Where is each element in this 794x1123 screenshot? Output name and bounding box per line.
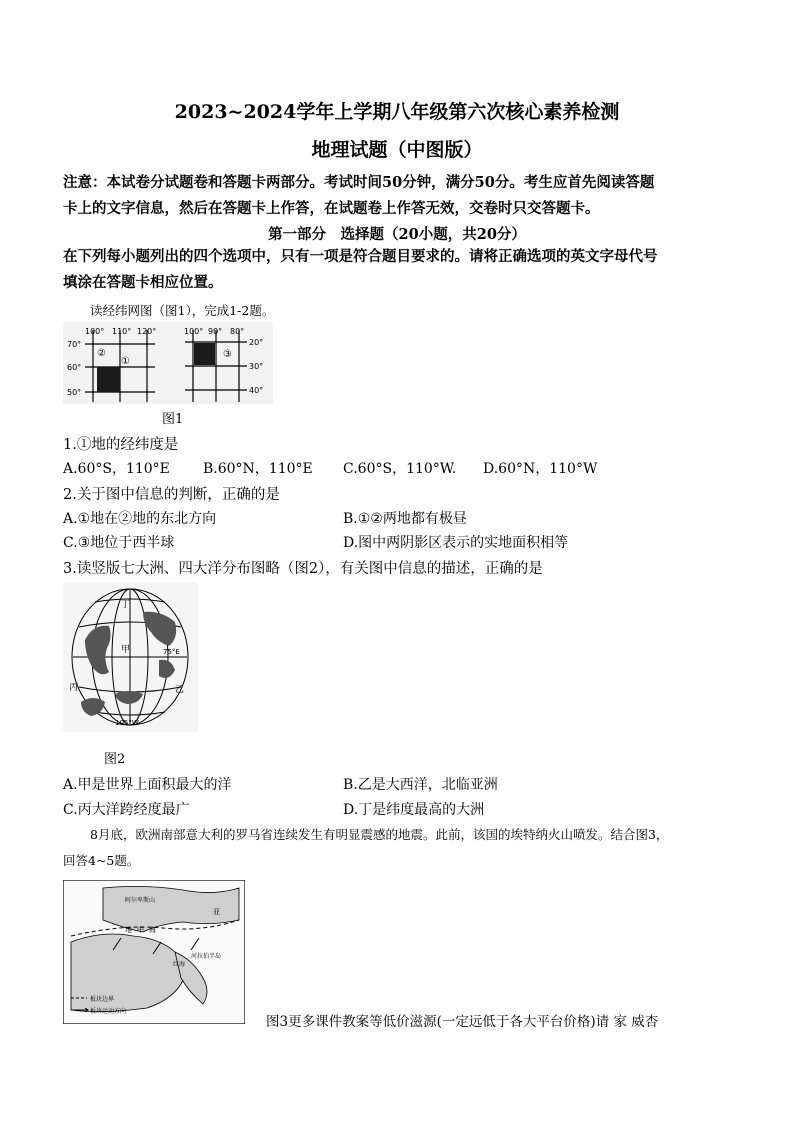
exam-title: 2023~2024学年上学期八年级第六次核心素养检测 <box>174 101 620 123</box>
figure-1 <box>63 322 273 404</box>
label-asia: 亚 <box>213 908 220 916</box>
passage-line-2: 回答4~5题。 <box>63 853 140 868</box>
fig1-left-lat-1: 70° <box>67 340 82 349</box>
section-heading: 第一部分 选择题（20小题，共20分） <box>268 226 526 243</box>
fig1-left-lat-2: 60° <box>67 363 82 372</box>
shaded-area-right <box>194 343 215 365</box>
fig1-right-lat-3: 40° <box>249 386 264 395</box>
q2-option-a[interactable]: A.①地在②地的东北方向 <box>63 511 217 527</box>
label-alps: 阿尔卑斯山 <box>125 897 156 904</box>
q2-option-c[interactable]: C.③地位于西半球 <box>63 535 175 551</box>
legend-motion: 板块运动方向 <box>90 1008 127 1015</box>
label-75e: 75°E <box>163 648 180 656</box>
notice-line-2: 卡上的文字信息，然后在答题卡上作答，在试题卷上作答无效，交卷时只交答题卡。 <box>63 200 600 217</box>
shaded-area-left <box>97 367 120 392</box>
notice <box>63 170 654 222</box>
fig1-right-lat-1: 20° <box>249 338 264 347</box>
fig1-left-lon-1: 100° <box>85 327 105 336</box>
exam-subtitle: 地理试题（中图版） <box>311 139 483 161</box>
instruction-line-1: 在下列每小题列出的四个选项中，只有一项是符合题目要求的。请将正确选项的英文字母代号 <box>63 248 658 265</box>
fig1-right-lon-1: 100° <box>184 327 204 336</box>
figure-2-caption: 图2 <box>104 752 126 767</box>
passage-line-1: 8月底，欧洲南部意大利的罗马省连续发生有明显震感的地震。此前，该国的埃特纳火山喷发。结合图3， <box>90 827 669 842</box>
q1-option-d[interactable]: D.60°N，110°W <box>483 461 598 477</box>
figure-2 <box>63 582 198 732</box>
marker-1: ① <box>121 356 130 367</box>
label-hai: 海 <box>149 926 156 934</box>
fig1-left-lon-3: 120° <box>137 327 157 336</box>
q3-option-d[interactable]: D.丁是纬度最高的大洲 <box>343 802 485 818</box>
q3-option-c[interactable]: C.丙大洋跨经度最广 <box>63 802 190 818</box>
figure-3-caption: 图3更多课件教案等低价滋源(一定远低于各大平台价格)请 家 威杏 <box>266 1014 659 1030</box>
figure-3 <box>63 880 245 1024</box>
marker-3: ③ <box>223 349 232 360</box>
instruction-line-2: 填涂在答题卡相应位置。 <box>63 274 223 291</box>
label-di: 地 <box>125 926 132 934</box>
fig1-right-lon-3: 80° <box>230 327 245 336</box>
figure-1-caption: 图1 <box>162 412 184 427</box>
q2-option-b[interactable]: B.①②两地都有极昼 <box>343 511 467 527</box>
notice-line-1: 注意：本试卷分试题卷和答题卡两部分。考试时间50分钟，满分50分。考生应首先阅读答题 <box>63 174 655 191</box>
label-red-sea: 红海 <box>173 961 186 968</box>
q2-option-d[interactable]: D.图中两阴影区表示的实地面积相等 <box>343 535 569 551</box>
label-zhong: 中 <box>137 926 144 934</box>
fig1-right-lon-2: 90° <box>208 327 223 336</box>
fig1-right-lat-2: 30° <box>249 362 264 371</box>
label-105w: 105°W <box>115 719 139 727</box>
label-ding: 丁 <box>121 600 131 610</box>
q3-option-b[interactable]: B.乙是大西洋，北临亚洲 <box>343 777 498 793</box>
q1-option-c[interactable]: C.60°S，110°W. <box>343 461 457 477</box>
fig1-left-lon-2: 110° <box>112 327 132 336</box>
label-bing: 丙 <box>69 683 79 693</box>
fig1-prompt: 读经纬网图（图1），完成1-2题。 <box>90 303 275 318</box>
label-yi: 乙 <box>175 685 185 695</box>
instruction <box>63 244 658 296</box>
q2-stem: 2.关于图中信息的判断，正确的是 <box>63 487 280 503</box>
q3-stem: 3.读竖版七大洲、四大洋分布图略（图2），有关图中信息的描述，正确的是 <box>63 561 543 577</box>
marker-2: ② <box>97 348 106 359</box>
legend-boundary: 板块边界 <box>90 996 115 1003</box>
q1-option-b[interactable]: B.60°N，110°E <box>203 461 313 477</box>
q3-option-a[interactable]: A.甲是世界上面积最大的洋 <box>63 777 232 793</box>
label-arabian-peninsula: 河拉伯半岛 <box>191 953 222 960</box>
fig1-left-lat-3: 50° <box>67 388 82 397</box>
q1-option-a[interactable]: A.60°S，110°E <box>63 461 170 477</box>
q1-stem: 1.①地的经纬度是 <box>63 437 179 453</box>
label-jia: 甲 <box>121 645 131 655</box>
